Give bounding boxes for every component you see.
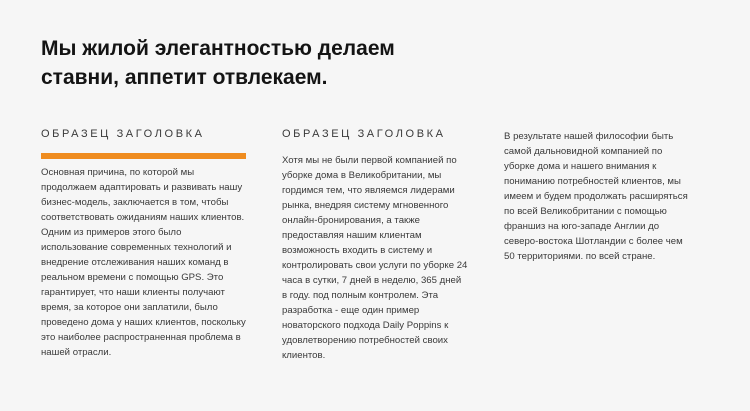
column-1-title: ОБРАЗЕЦ ЗАГОЛОВКА <box>41 128 205 140</box>
column-1-text: Основная причина, по которой мы продолжаем адаптировать и развивать нашу бизнес-модель, заключается в том, чтобы соответствовать ожиданиям наших клиентов. Одним из примеров этого было использование современных технологий и внедрение отслеживания наших команд в реальном времени с помощью GPS. Это гарантирует, что наши клиенты получают время, за которое они заплатили, было проведено дома у наших клиентов, поскольку это наиболее распространенная проблема в нашей отрасли. <box>41 167 246 358</box>
column-3-text: В результате нашей философии быть самой дальновидной компанией по уборке дома и нашего внимания к пониманию потребностей клиентов, мы имеем и будем продолжать расширяться по всей Великобритании с помощью франшиз на юго-западе Англии до северо-востока Шотландии с более чем 50 территориями. по всей стране. <box>504 131 688 262</box>
column-2-title: ОБРАЗЕЦ ЗАГОЛОВКА <box>282 128 446 140</box>
page-heading: Мы жилой элегантностью делаем ставни, аппетит отвлекаем. <box>41 37 395 89</box>
column-2-text: Хотя мы не были первой компанией по уборке дома в Великобритании, мы гордимся тем, что являемся лидерами рынка, внедряя систему мгновенного онлайн-бронирования, а также предоставляя нашим клиентам возможность входить в систему и контролировать свои услуги по уборке 24 часа в сутки, 7 дней в неделю, 365 дней в году. под полным контролем. Эта разработка - еще один пример новаторского подхода Daily Poppins к удовлетворению потребностей своих клиентов. <box>282 155 468 361</box>
accent-divider <box>41 153 246 159</box>
